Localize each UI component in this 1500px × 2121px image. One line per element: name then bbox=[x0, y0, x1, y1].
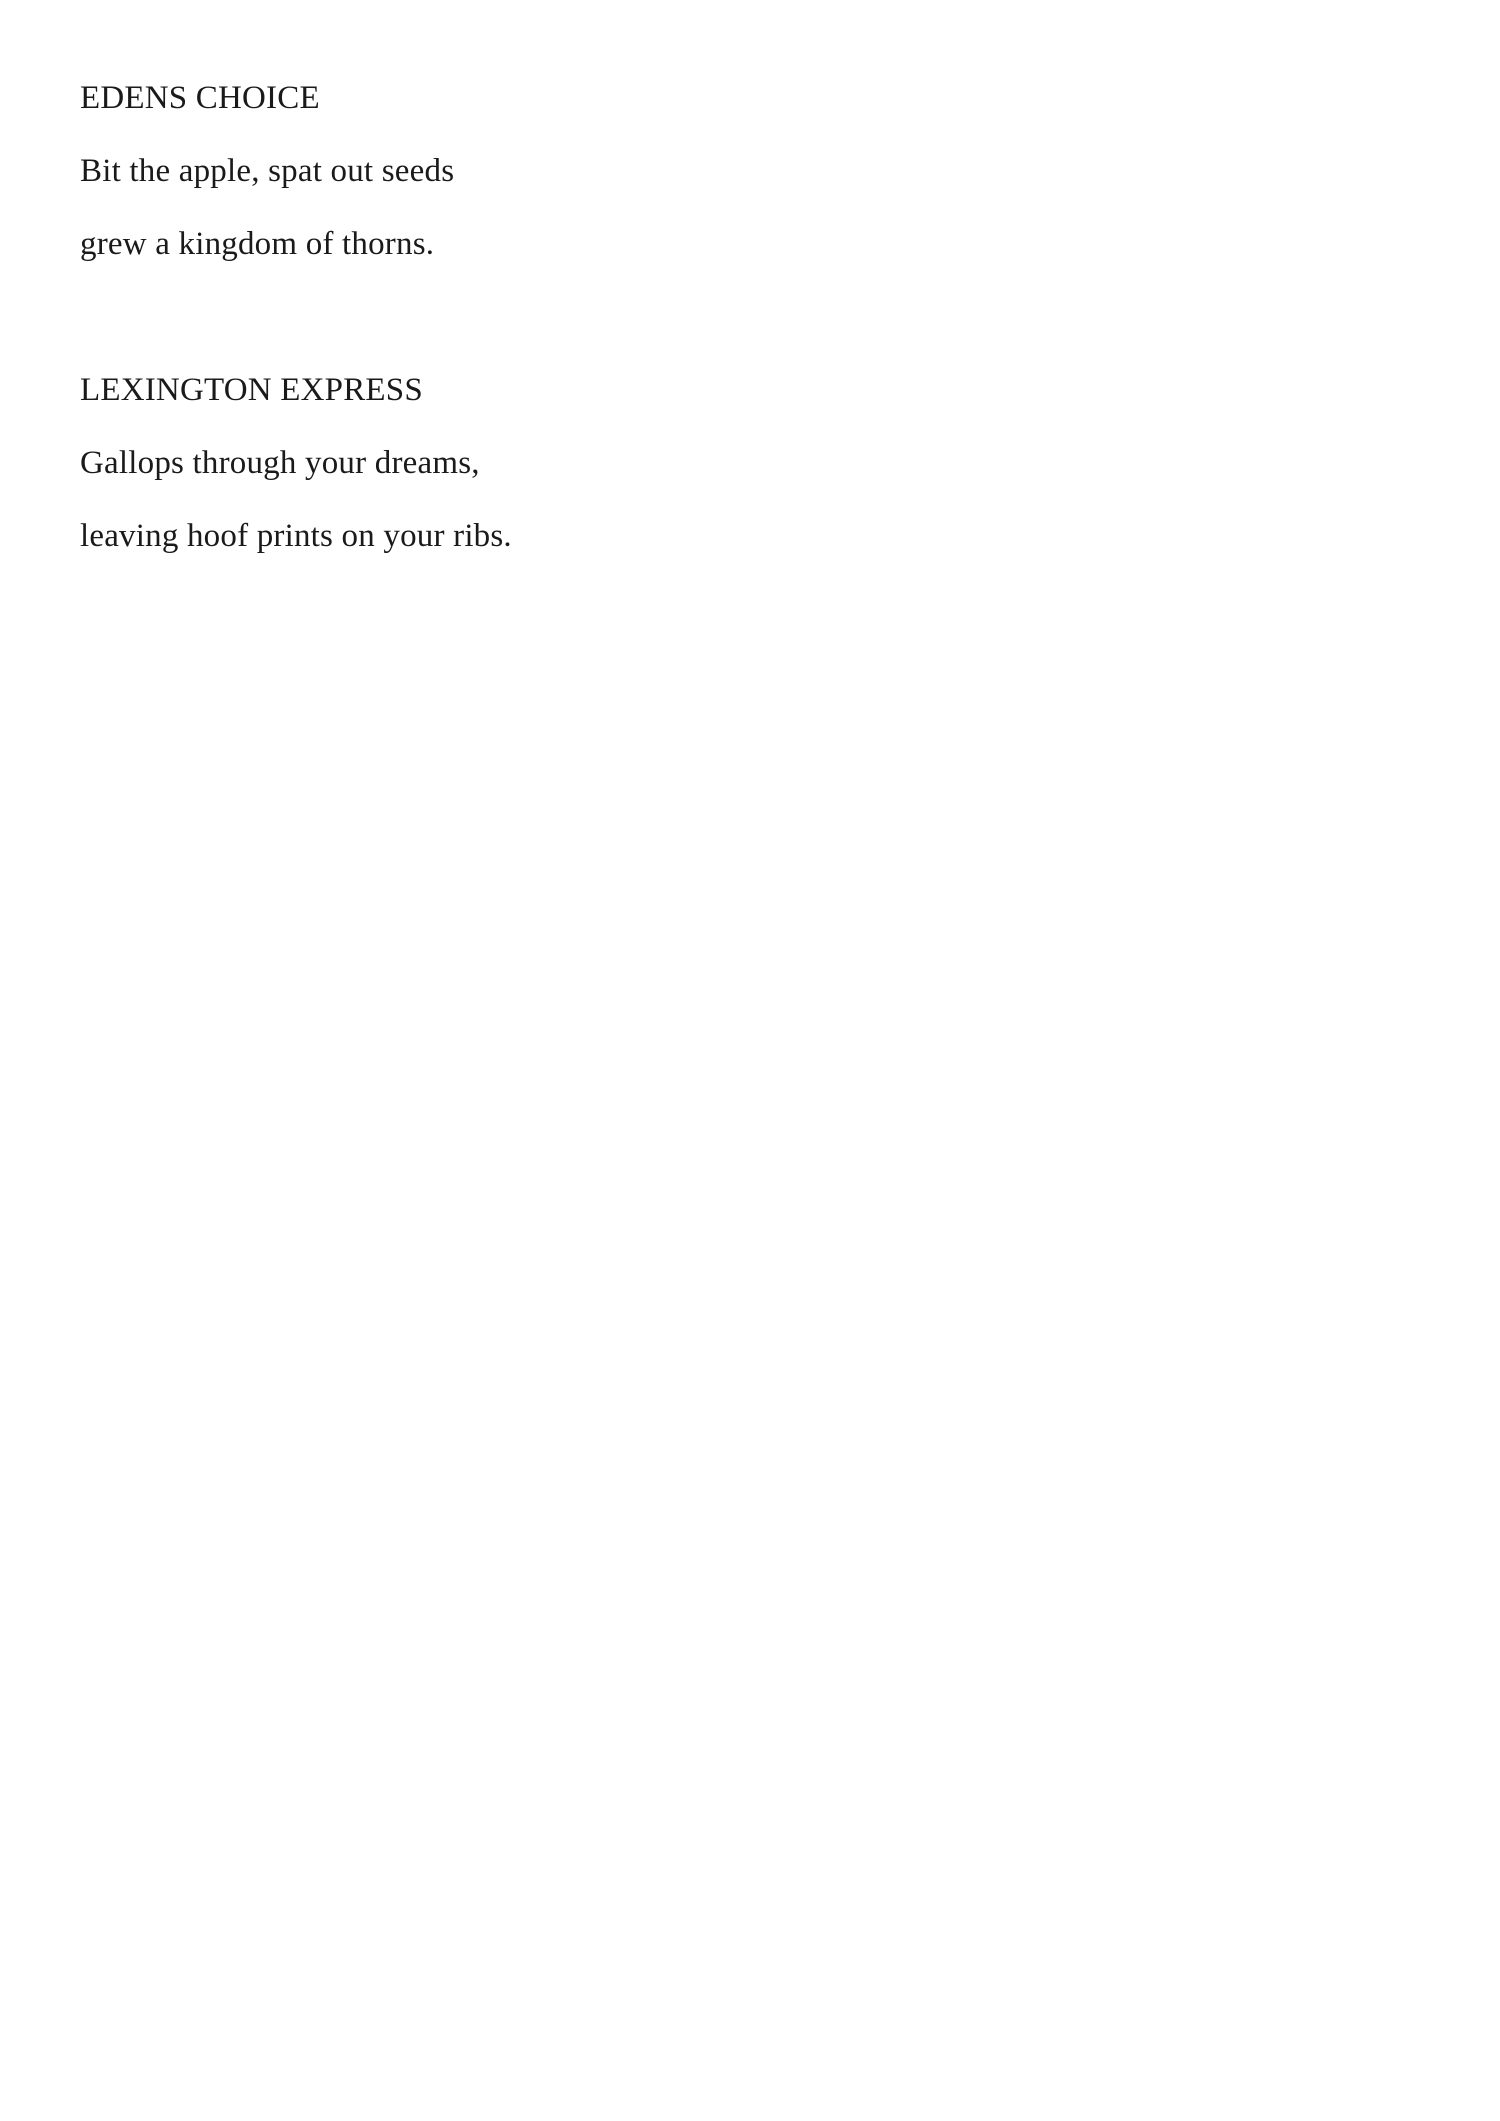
poem-line: leaving hoof prints on your ribs. bbox=[80, 518, 512, 554]
poem-lexington-express bbox=[80, 354, 1420, 573]
poem-title: LEXINGTON EXPRESS bbox=[80, 372, 423, 408]
poem-line: grew a kingdom of thorns. bbox=[80, 226, 435, 262]
poem-edens-choice bbox=[80, 62, 1420, 281]
stanza-gap bbox=[80, 281, 1420, 354]
poem-line: Bit the apple, spat out seeds bbox=[80, 153, 455, 189]
poem-title: EDENS CHOICE bbox=[80, 80, 320, 116]
poem-line: Gallops through your dreams, bbox=[80, 445, 480, 481]
